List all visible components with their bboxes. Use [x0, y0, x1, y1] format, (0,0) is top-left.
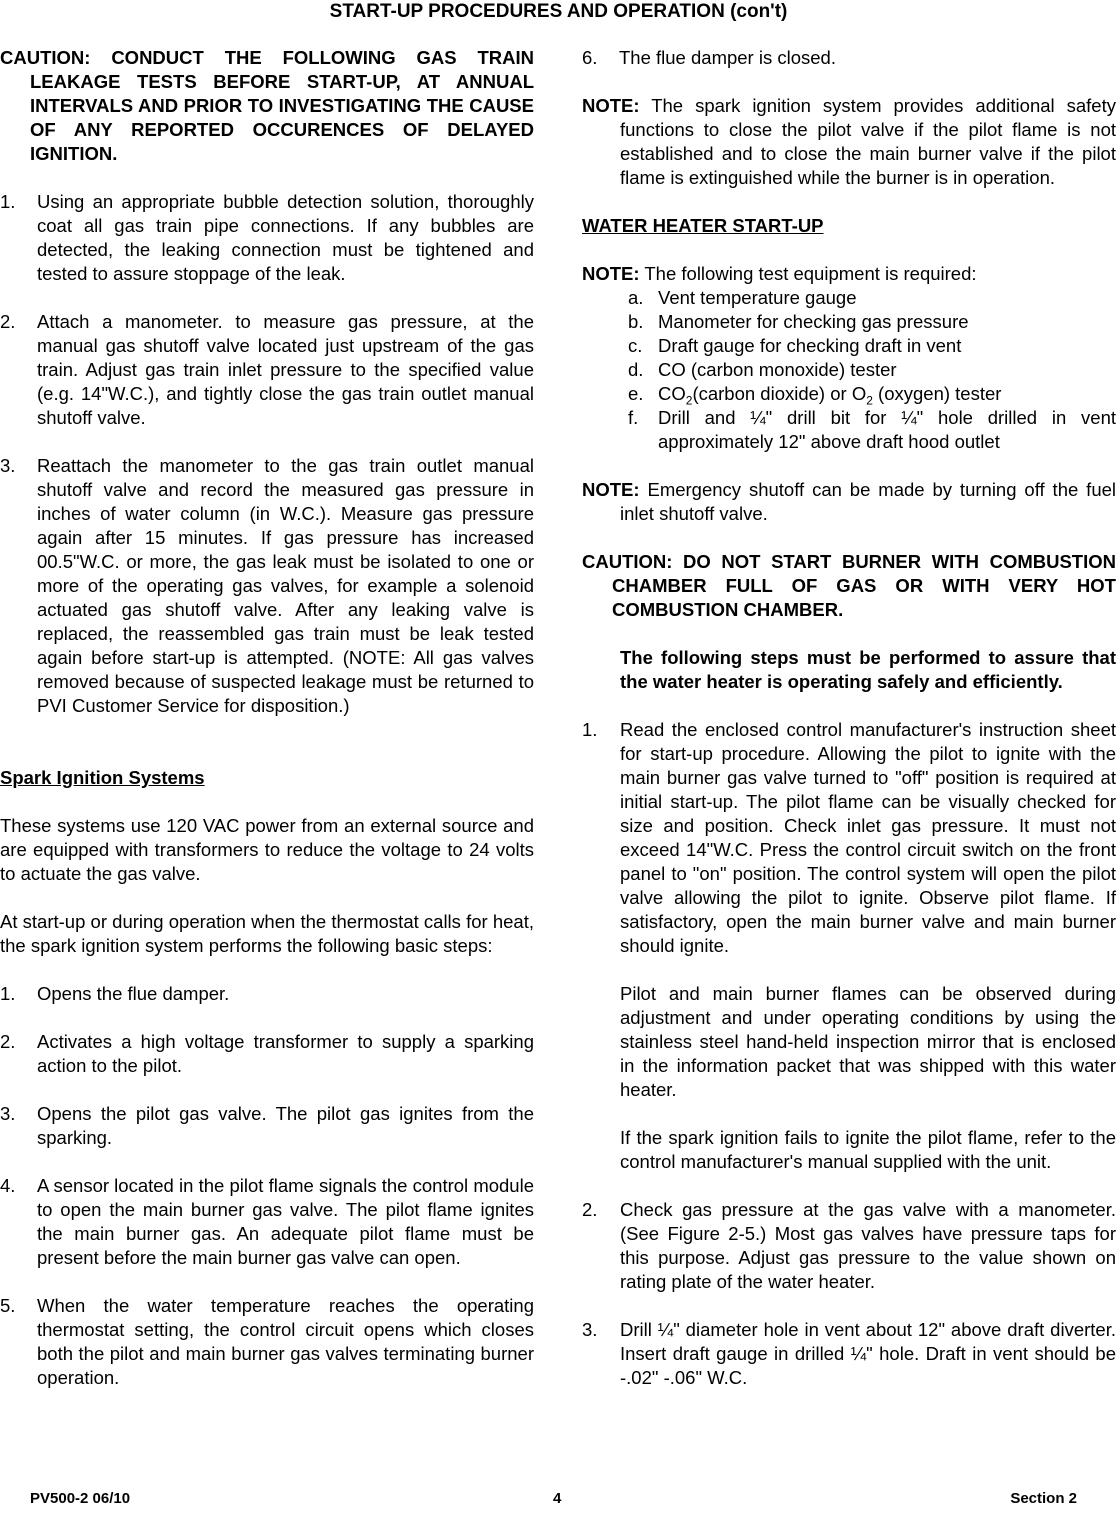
step-number: 3. [0, 455, 16, 476]
note-text: Emergency shutoff can be made by turning off the fuel inlet shutoff valve. [620, 479, 1117, 524]
page-title: START-UP PROCEDURES AND OPERATION (con't) [329, 1, 788, 22]
subscript: 2 [866, 393, 873, 408]
step-text: Drill ¼" diameter hole in vent about 12" above draft diverter. Insert draft gauge in drilled ¼" hole. Draft in vent should be -.02" -.06" W.C. [620, 1319, 1116, 1388]
item-letter: b. [628, 311, 644, 332]
tester-text: (oxygen) tester [872, 383, 1002, 404]
step-text: Opens the flue damper. [37, 983, 230, 1004]
spark-step [0, 1294, 534, 1390]
startup-step [582, 1198, 1116, 1294]
item-letter: f. [628, 407, 639, 428]
startup-step [582, 718, 1116, 958]
step-number: 3. [0, 1103, 16, 1124]
step-text: Opens the pilot gas valve. The pilot gas ignites from the sparking. [37, 1103, 534, 1148]
spark-step [0, 1030, 534, 1078]
list-item [628, 382, 1116, 406]
item-letter: c. [628, 335, 643, 356]
left-column [0, 46, 534, 1414]
list-item [628, 310, 1116, 334]
note-equipment [582, 262, 1116, 286]
step-text: Activates a high voltage transformer to supply a sparking action to the pilot. [37, 1031, 534, 1076]
step-text: The flue damper is closed. [619, 47, 836, 68]
step-number: 1. [582, 719, 598, 740]
step-number: 2. [582, 1199, 598, 1220]
document-id: PV500-2 06/10 [30, 1490, 131, 1507]
item-text: Vent temperature gauge [658, 287, 857, 308]
step-text: A sensor located in the pilot flame signals the control module to open the main burner gas valve. The pilot flame ignites the main burner gas. An adequate pilot flame must be present before the main burner gas valve can open. [37, 1175, 534, 1268]
item-text: Draft gauge for checking draft in vent [658, 335, 962, 356]
co-text: CO [658, 383, 686, 404]
step-number: 6. [582, 47, 598, 68]
leak-step [0, 454, 534, 718]
note-label: NOTE: [582, 479, 640, 500]
spark-ignition-heading: Spark Ignition Systems [0, 767, 205, 788]
step-number: 5. [0, 1295, 16, 1316]
caution-combustion: CAUTION: DO NOT START BURNER WITH COMBUSTION CHAMBER FULL OF GAS OR WITH VERY HOT COMBUSTION CHAMBER. [582, 551, 1116, 620]
note-emergency [582, 478, 1116, 526]
step-number: 4. [0, 1175, 16, 1196]
item-text: Manometer for checking gas pressure [658, 311, 969, 332]
step-text: Using an appropriate bubble detection solution, thoroughly coat all gas train pipe connections. If any bubbles are detected, the leaking connection must be tightened and tested to assure stoppage of the leak. [37, 191, 534, 284]
item-text [658, 382, 1116, 406]
spark-step [582, 46, 1116, 70]
step-paragraph: If the spark ignition fails to ignite the pilot flame, refer to the control manufacturer's manual supplied with the unit. [620, 1127, 1116, 1172]
o-text: (carbon dioxide) or O [692, 383, 867, 404]
spark-step [0, 982, 534, 1006]
note-safety [582, 94, 1116, 190]
subscript: 2 [685, 393, 693, 408]
item-letter: d. [628, 359, 644, 380]
item-letter: a. [628, 287, 644, 308]
spark-step [0, 1102, 534, 1150]
step-text: Check gas pressure at the gas valve with a manometer. (See Figure 2-5.) Most gas valves have pressure taps for this purpose. Adjust gas pressure to the value shown on rating plate of the water heater. [620, 1199, 1116, 1292]
spark-paragraph: At start-up or during operation when the thermostat calls for heat, the spark ignition system performs the following basic steps: [0, 911, 534, 956]
list-item [628, 286, 1116, 310]
step-text: Attach a manometer. to measure gas pressure, at the manual gas shutoff valve located just upstream of the gas train. Adjust gas train inlet pressure to the specified value (e.g. 14"W.C.), and tightly close the gas train outlet manual shutoff valve. [37, 311, 534, 428]
step-number: 3. [582, 1319, 598, 1340]
step-number: 2. [0, 311, 16, 332]
startup-intro: The following steps must be performed to assure that the water heater is operating safely and efficiently. [620, 647, 1116, 692]
step-text: Read the enclosed control manufacturer's instruction sheet for start-up procedure. Allowing the pilot to ignite with the main burner gas valve turned to "off" position is required at initial start-up. The pilot flame can be visually checked for size and position. Check inlet gas pressure. It must not exceed 14"W.C. Press the control circuit switch on the front panel to "on" position. The control system will open the pilot valve allowing the pilot to ignite. Observe pilot flame. If satisfactory, open the main burner valve and main burner should ignite. [620, 719, 1116, 956]
item-text: Drill and ¼" drill bit for ¼" hole drilled in vent approximately 12" above draft hood outlet [658, 407, 1116, 452]
startup-step [582, 1318, 1116, 1390]
step-text: Reattach the manometer to the gas train outlet manual shutoff valve and record the measured gas pressure in inches of water column (in W.C.). Measure gas pressure again after 15 minutes. If gas pressure has increased 00.5"W.C. or more, the gas leak must be isolated to one or more of the operating gas valves, for example a solenoid actuated gas shutoff valve. After any leaking valve is replaced, the reassembled gas train must be leak tested again before start-up is attempted. (NOTE: All gas valves removed because of suspected leakage must be returned to PVI Customer Service for disposition.) [37, 455, 534, 716]
note-text: The following test equipment is required: [644, 263, 977, 284]
note-label: NOTE: [582, 95, 640, 116]
list-item [628, 358, 1116, 382]
step-number: 1. [0, 191, 16, 212]
water-heater-startup-heading: WATER HEATER START-UP [582, 215, 824, 236]
equipment-list [628, 286, 1116, 454]
note-label: NOTE: [582, 263, 640, 284]
step-number: 2. [0, 1031, 16, 1052]
page-number: 4 [553, 1490, 562, 1507]
item-letter: e. [628, 383, 644, 404]
spark-step [0, 1174, 534, 1270]
spark-paragraph: These systems use 120 VAC power from an external source and are equipped with transformers to reduce the voltage to 24 volts to actuate the gas valve. [0, 815, 534, 884]
section-label: Section 2 [1010, 1490, 1077, 1507]
item-text: CO (carbon monoxide) tester [658, 359, 897, 380]
list-item [628, 334, 1116, 358]
step-paragraph: Pilot and main burner flames can be observed during adjustment and under operating conditions by using the stainless steel hand-held inspection mirror that is enclosed in the information packet that was shipped with this water heater. [620, 983, 1116, 1100]
list-item [628, 406, 1116, 454]
leak-step [0, 310, 534, 430]
note-text: The spark ignition system provides additional safety functions to close the pilot valve if the pilot flame is not established and to close the main burner valve if the pilot flame is extinguished while the burner is in operation. [620, 95, 1116, 188]
step-text: When the water temperature reaches the operating thermostat setting, the control circuit opens which closes both the pilot and main burner gas valves terminating burner operation. [37, 1295, 534, 1388]
step-number: 1. [0, 983, 16, 1004]
right-column [582, 46, 1116, 1414]
caution-leakage: CAUTION: CONDUCT THE FOLLOWING GAS TRAIN LEAKAGE TESTS BEFORE START-UP, AT ANNUAL INTERVALS AND PRIOR TO INVESTIGATING THE CAUSE OF ANY REPORTED OCCURENCES OF DELAYED IGNITION. [0, 47, 534, 164]
leak-step [0, 190, 534, 286]
